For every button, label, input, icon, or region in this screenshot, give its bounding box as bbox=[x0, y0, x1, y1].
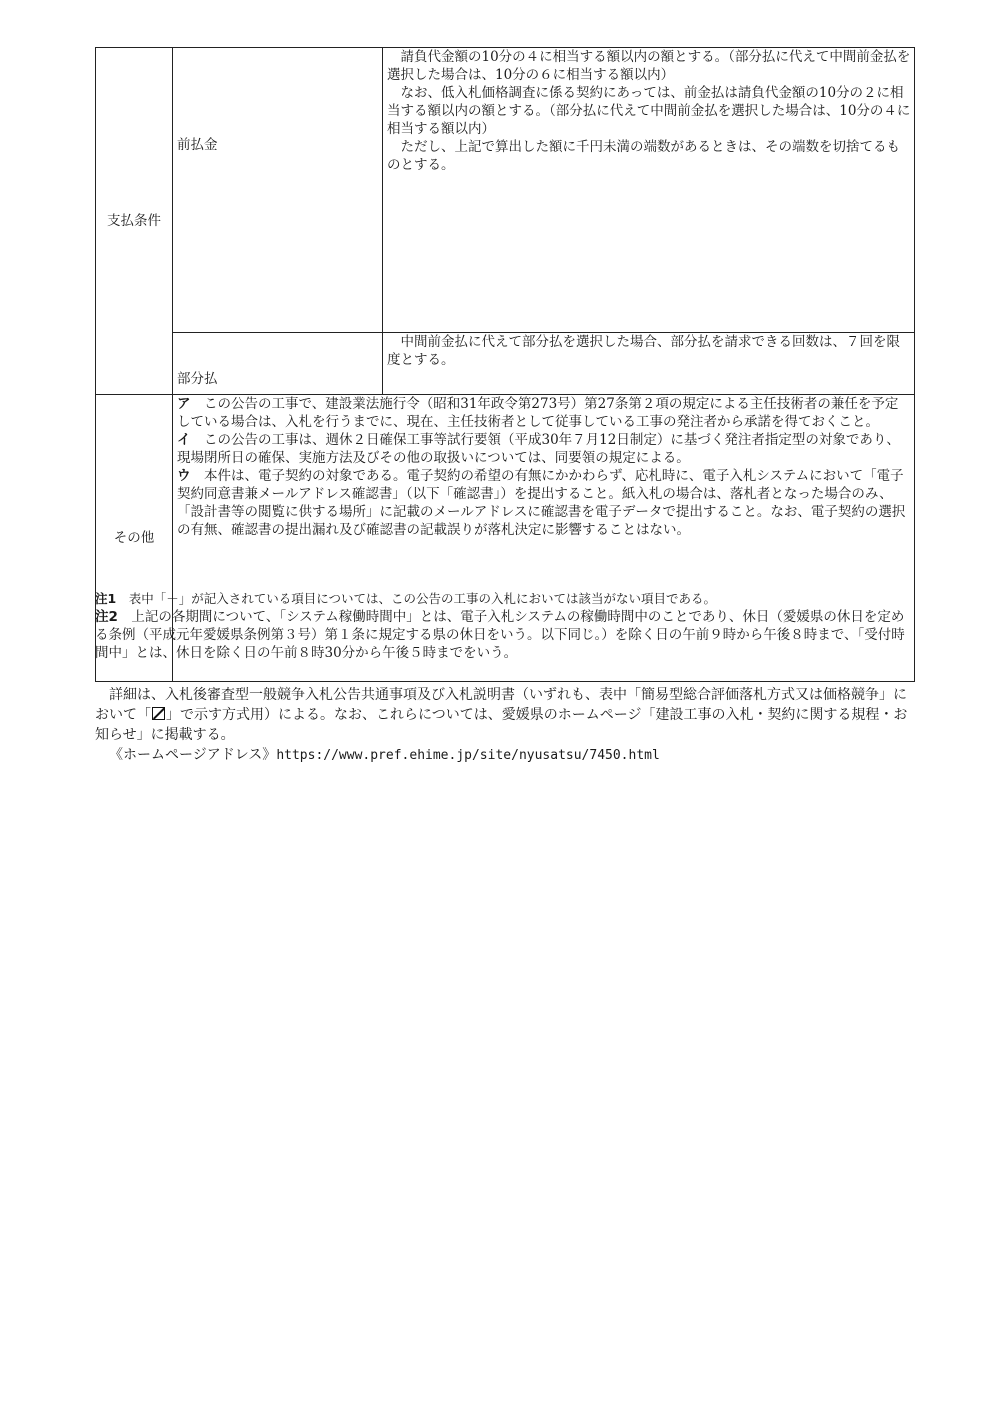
payment-terms-label: 支払条件 bbox=[96, 48, 173, 395]
item-text: 本件は、電子契約の対象である。電子契約の希望の有無にかかわらず、応札時に、電子入札システムにおいて「電子契約同意書兼メールアドレス確認書」（以下「確認書」）を提出すること。紙入札の場合は、落札者となった場合のみ、「設計書等の閲覧に供する場所」に記載のメールアドレスに確認書を電子データで提出すること。なお、電子契約の選択の有無、確認書の提出漏れ及び確認書の記載誤りが落札決定に影響することはない。 bbox=[177, 468, 906, 538]
item-text: この公告の工事は、週休２日確保工事等試行要領（平成30年７月12日制定）に基づく発注者指定型の対象であり、現場閉所日の確保、実施方法及びその他の取扱いについては、同要領の規定による。 bbox=[177, 432, 900, 466]
conditions-table bbox=[95, 47, 915, 682]
partial-paragraph: 中間前金払に代えて部分払を選択した場合、部分払を請求できる回数は、７回を限度とする。 bbox=[387, 334, 900, 368]
other-item-i bbox=[177, 431, 911, 467]
other-item-u bbox=[177, 467, 911, 539]
advance-paragraph: なお、低入札価格調査に係る契約にあっては、前金払は請負代金額の10分の２に相当する額以内の額とする。（部分払に代えて中間前金払を選択した場合は、10分の４に相当する額以内） bbox=[387, 85, 911, 137]
detail-text-after: 」で示す方式用）による。なお、これらについては、愛媛県のホームページ「建設工事の入札・契約に関する規程・お知らせ」に掲載する。 bbox=[95, 707, 908, 743]
note-2 bbox=[95, 608, 915, 662]
other-item-a bbox=[177, 395, 911, 431]
advance-payment-label: 前払金 bbox=[173, 48, 383, 333]
item-mark: ウ bbox=[177, 468, 191, 484]
advance-payment-text bbox=[383, 48, 915, 333]
table-row-partial-payment bbox=[96, 333, 915, 395]
partial-payment-label: 部分払 bbox=[173, 333, 383, 395]
note-text: 表中「－」が記入されている項目については、この公告の工事の入札においては該当がない項目である。 bbox=[116, 591, 716, 606]
note-head: 注2 bbox=[95, 609, 118, 625]
detail-section bbox=[95, 685, 915, 766]
other-label: その他 bbox=[96, 395, 173, 682]
item-mark: ア bbox=[177, 396, 191, 412]
item-mark: イ bbox=[177, 432, 191, 448]
notes-section bbox=[95, 590, 915, 662]
note-head: 注1 bbox=[95, 591, 117, 606]
table-row-advance-payment bbox=[96, 48, 915, 333]
note-text: 上記の各期間について、「システム稼働時間中」とは、電子入札システムの稼働時間中のことであり、休日（愛媛県の休日を定める条例（平成元年愛媛県条例第３号）第１条に規定する県の休日をいう。以下同じ。）を除く日の午前９時から午後８時まで、「受付時間中」とは、休日を除く日の午前８時30分から午後５時までをいう。 bbox=[95, 609, 905, 661]
advance-paragraph: ただし、上記で算出した額に千円未満の端数があるときは、その端数を切捨てるものとする。 bbox=[387, 139, 900, 173]
item-text: この公告の工事で、建設業法施行令（昭和31年政令第273号）第27条第２項の規定による主任技術者の兼任を予定している場合は、入札を行うまでに、現在、主任技術者として従事している工事の発注者から承諾を得ておくこと。 bbox=[177, 396, 899, 430]
note-1 bbox=[95, 590, 915, 608]
advance-paragraph: 請負代金額の10分の４に相当する額以内の額とする。（部分払に代えて中間前金払を選択した場合は、10分の６に相当する額以内） bbox=[387, 49, 911, 83]
document-page bbox=[95, 47, 915, 682]
url-label: 《ホームページアドレス》 bbox=[109, 747, 277, 763]
detail-paragraph bbox=[95, 685, 915, 745]
detail-text-before: 詳細は、入札後審査型一般競争入札公告共通事項及び入札説明書（いずれも、表中「簡易型総合評価落札方式又は価格競争」において「 bbox=[95, 687, 907, 723]
partial-payment-text bbox=[383, 333, 915, 395]
checked-box-icon bbox=[152, 707, 165, 720]
homepage-address-line bbox=[95, 745, 915, 766]
homepage-url-link[interactable]: https://www.pref.ehime.jp/site/nyusatsu/7450.html bbox=[276, 748, 660, 763]
